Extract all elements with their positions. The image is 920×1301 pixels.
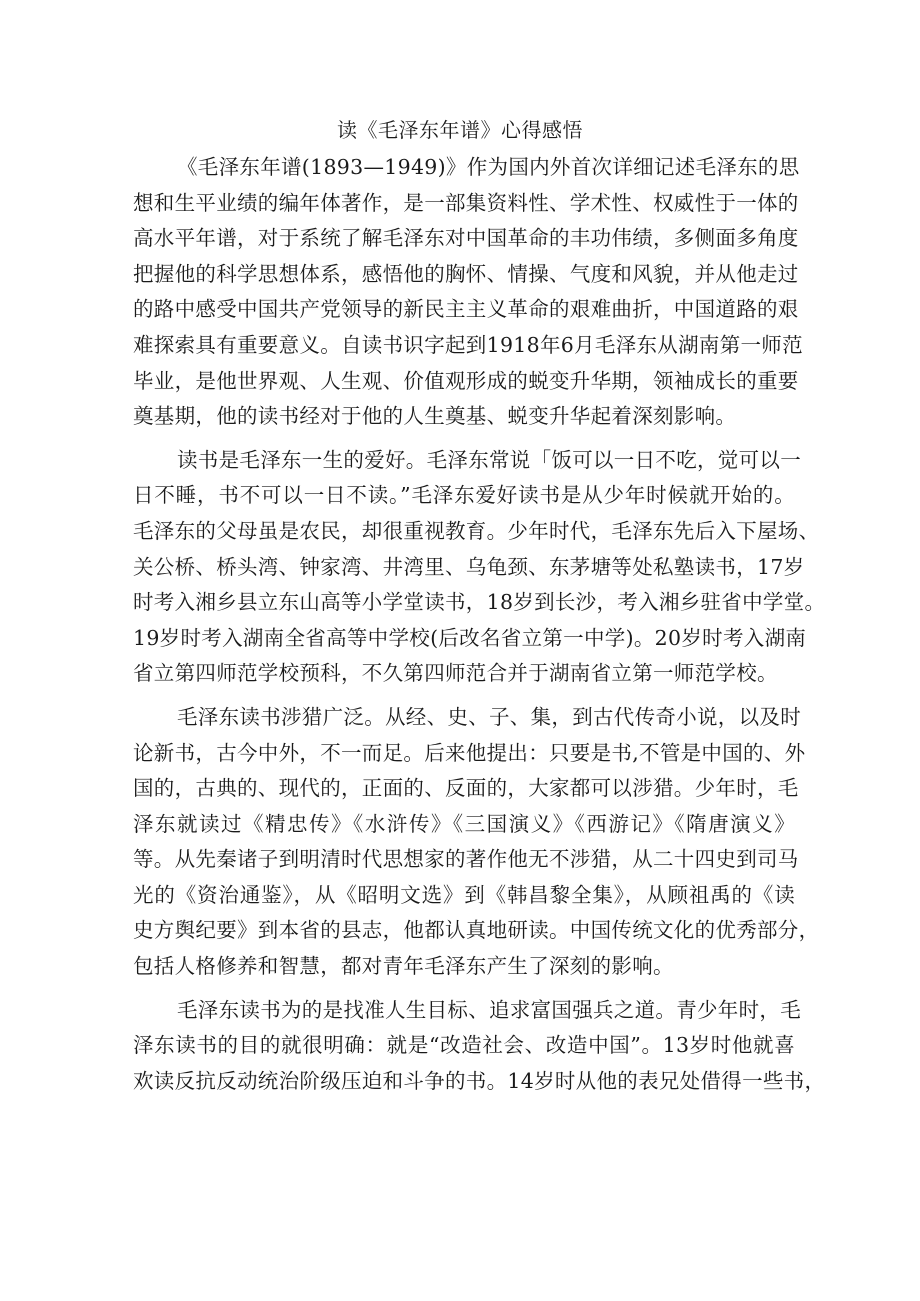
document-body [133,150,826,1107]
text-line: 想和生平业绩的编年体著作，是一部集资料性、学术性、权威性于一体的 [133,190,799,215]
text-line: 读书是毛泽东一生的爱好。毛泽东常说「饭可以一日不吃，觉可以一 [177,447,801,472]
text-line: 包括人格修养和智慧，都对青年毛泽东产生了深刻的影响。 [133,954,674,979]
text-line: 毕业，是他世界观、人生观、价值观形成的蜕变升华期，领袖成长的重要 [133,368,799,393]
text-line: 毛泽东读书为的是找准人生目标、追求富国强兵之道。青少年时，毛 [177,997,801,1022]
text-line: 奠基期，他的读书经对于他的人生奠基、蜕变升华起着深刻影响。 [133,404,737,429]
paragraph [133,700,820,985]
text-line: 泽东就读过《精忠传》《水浒传》《三国演义》《西游记》《隋唐演义》 [133,811,795,836]
text-line: 《毛泽东年谱(1893—1949)》作为国内外首次详细记述毛泽东的思 [177,155,800,179]
text-line: 泽东读书的目的就很明确：就是“改造社会、改造中国”。13岁时他就喜 [133,1033,795,1058]
text-line: 高水平年谱，对于系统了解毛泽东对中国革命的丰功伟绩，多侧面多角度 [133,226,799,251]
paragraph [133,150,803,435]
text-line: 国的，古典的、现代的，正面的、反面的，大家都可以涉猎。少年时，毛 [133,776,799,801]
text-line: 关公桥、桥头湾、钟家湾、井湾里、乌龟颈、东茅塘等处私塾读书，17岁 [133,554,805,579]
paragraph [133,993,826,1100]
text-line: 的路中感受中国共产党领导的新民主主义革命的艰难曲折，中国道路的艰 [133,297,799,322]
text-line: 省立第四师范学校预科，不久第四师范合并于湖南省立第一师范学校。 [133,661,778,686]
text-line: 毛泽东的父母虽是农民，却很重视教育。少年时代，毛泽东先后入下屋场、 [133,518,820,543]
document-title: 读《毛泽东年谱》心得感悟 [337,118,583,142]
text-line: 欢读反抗反动统治阶级压迫和斗争的书。14岁时从他的表兄处借得一些书， [133,1068,826,1093]
text-line: 毛泽东读书涉猎广泛。从经、史、子、集，到古代传奇小说，以及时 [177,704,801,729]
text-line: 日不睡，书不可以一日不读。”毛泽东爱好读书是从少年时候就开始的。 [133,483,795,508]
text-line: 难探索具有重要意义。自读书识字起到1918年6月毛泽东从湖南第一师范 [133,332,803,357]
text-line: 把握他的科学思想体系，感悟他的胸怀、情操、气度和风貌，并从他走过 [133,261,799,286]
text-line: 时考入湘乡县立东山高等小学堂读书，18岁到长沙，考入湘乡驻省中学堂。 [133,590,826,615]
text-line: 论新书，古今中外，不一而足。后来他提出：只要是书,不管是中国的、外 [133,740,806,765]
text-line: 史方舆纪要》到本省的县志，他都认真地研读。中国传统文化的优秀部分， [133,918,820,943]
text-line: 光的《资治通鉴》，从《昭明文选》到《韩昌黎全集》，从顾祖禹的《读 [133,882,795,907]
text-line: 等。从先秦诸子到明清时代思想家的著作他无不涉猎，从二十四史到司马 [133,847,799,872]
paragraph [133,443,826,692]
text-line: 19岁时考入湖南全省高等中学校(后改名省立第一中学)。20岁时考入湖南 [133,625,807,650]
